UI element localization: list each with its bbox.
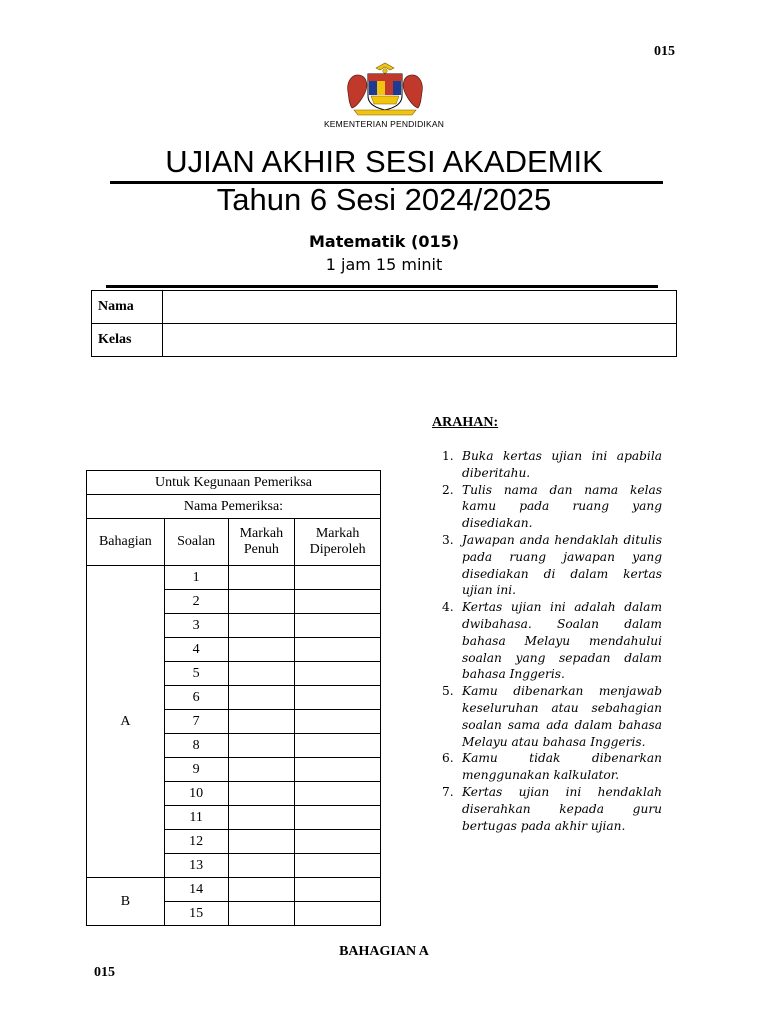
instructions-list (442, 448, 662, 834)
list-item (442, 482, 662, 532)
question-number: 6 (164, 686, 228, 710)
full-marks-cell (228, 614, 295, 638)
exam-duration: 1 jam 15 minit (325, 255, 443, 274)
item-text: Kertas ujian ini hendaklah diserahkan kepada guru bertugas pada akhir ujian. (462, 784, 662, 833)
list-item (442, 683, 662, 750)
exam-title: UJIAN AKHIR SESI AKADEMIK (165, 144, 603, 179)
section-heading: BAHAGIAN A (339, 944, 429, 959)
marks-obtained-cell[interactable] (295, 686, 381, 710)
paper-code-bottom: 015 (94, 965, 115, 980)
item-number: 6. (442, 751, 454, 766)
list-item (442, 599, 662, 683)
section-b-cell: B (87, 878, 165, 926)
question-number: 15 (164, 902, 228, 926)
item-number: 3. (442, 532, 454, 547)
marks-obtained-cell[interactable] (295, 854, 381, 878)
class-field[interactable] (163, 324, 677, 357)
header-divider (106, 285, 658, 288)
instructions-title: ARAHAN: (432, 415, 499, 430)
student-info-table (91, 290, 677, 357)
examiner-table-title: Untuk Kegunaan Pemeriksa (87, 471, 381, 495)
full-marks-cell (228, 638, 295, 662)
table-row (87, 878, 381, 902)
marks-obtained-cell[interactable] (295, 878, 381, 902)
question-number: 4 (164, 638, 228, 662)
question-number: 11 (164, 806, 228, 830)
item-text: Kamu tidak dibenarkan menggunakan kalkulator. (462, 751, 662, 783)
header-full-marks: Markah Penuh (228, 519, 295, 566)
marks-obtained-cell[interactable] (295, 614, 381, 638)
full-marks-cell (228, 806, 295, 830)
item-number: 4. (442, 600, 454, 615)
question-number: 10 (164, 782, 228, 806)
examiner-table (86, 470, 381, 926)
malaysia-coat-of-arms-icon (344, 62, 426, 118)
name-field[interactable] (163, 291, 677, 324)
marks-obtained-cell[interactable] (295, 734, 381, 758)
paper-code-top: 015 (654, 44, 675, 59)
list-item (442, 750, 662, 784)
marks-obtained-cell[interactable] (295, 830, 381, 854)
question-number: 1 (164, 566, 228, 590)
marks-obtained-cell[interactable] (295, 758, 381, 782)
class-row (92, 324, 677, 357)
list-item (442, 784, 662, 834)
marks-obtained-cell[interactable] (295, 782, 381, 806)
table-row (87, 566, 381, 590)
full-marks-cell (228, 782, 295, 806)
name-row (92, 291, 677, 324)
list-item (442, 448, 662, 482)
header-question: Soalan (164, 519, 228, 566)
marks-obtained-cell[interactable] (295, 566, 381, 590)
item-text: Buka kertas ujian ini apabila diberitahu. (462, 449, 662, 480)
marks-obtained-cell[interactable] (295, 638, 381, 662)
item-number: 2. (442, 482, 454, 497)
item-number: 1. (442, 449, 454, 463)
ministry-name: KEMENTERIAN PENDIDIKAN (323, 119, 445, 129)
subject-name: Matematik (015) (308, 232, 460, 251)
class-label: Kelas (92, 324, 163, 357)
section-a-cell: A (87, 566, 165, 878)
item-text: Tulis nama dan nama kelas kamu pada ruang yang disediakan. (462, 482, 662, 531)
full-marks-cell (228, 878, 295, 902)
full-marks-cell (228, 590, 295, 614)
marks-obtained-cell[interactable] (295, 902, 381, 926)
question-number: 9 (164, 758, 228, 782)
marks-obtained-cell[interactable] (295, 662, 381, 686)
item-number: 5. (442, 684, 454, 699)
question-number: 5 (164, 662, 228, 686)
name-label: Nama (92, 291, 163, 324)
full-marks-cell (228, 830, 295, 854)
item-text: Kamu dibenarkan menjawab keseluruhan atau sebahagian soalan sama ada dalam bahasa Melayu atau bahasa Inggeris. (462, 684, 662, 749)
full-marks-cell (228, 902, 295, 926)
full-marks-cell (228, 854, 295, 878)
full-marks-cell (228, 758, 295, 782)
header-marks-obtained: Markah Diperoleh (295, 519, 381, 566)
item-text: Kertas ujian ini adalah dalam dwibahasa. Soalan dalam bahasa Melayu mendahului soalan yang sepadan dalam bahasa Inggeris. (462, 600, 662, 682)
marks-obtained-cell[interactable] (295, 590, 381, 614)
question-number: 12 (164, 830, 228, 854)
header-section: Bahagian (87, 519, 165, 566)
examiner-table-header (87, 519, 381, 566)
question-number: 13 (164, 854, 228, 878)
full-marks-cell (228, 686, 295, 710)
question-number: 14 (164, 878, 228, 902)
question-number: 8 (164, 734, 228, 758)
marks-obtained-cell[interactable] (295, 710, 381, 734)
full-marks-cell (228, 734, 295, 758)
full-marks-cell (228, 662, 295, 686)
full-marks-cell (228, 566, 295, 590)
list-item (442, 532, 662, 599)
item-text: Jawapan anda hendaklah ditulis pada ruang jawapan yang disediakan di dalam kertas ujian ini. (462, 532, 662, 598)
marks-obtained-cell[interactable] (295, 806, 381, 830)
item-number: 7. (442, 784, 454, 799)
examiner-name-label: Nama Pemeriksa: (87, 495, 381, 519)
exam-year-session: Tahun 6 Sesi 2024/2025 (216, 182, 552, 217)
question-number: 2 (164, 590, 228, 614)
question-number: 7 (164, 710, 228, 734)
full-marks-cell (228, 710, 295, 734)
question-number: 3 (164, 614, 228, 638)
